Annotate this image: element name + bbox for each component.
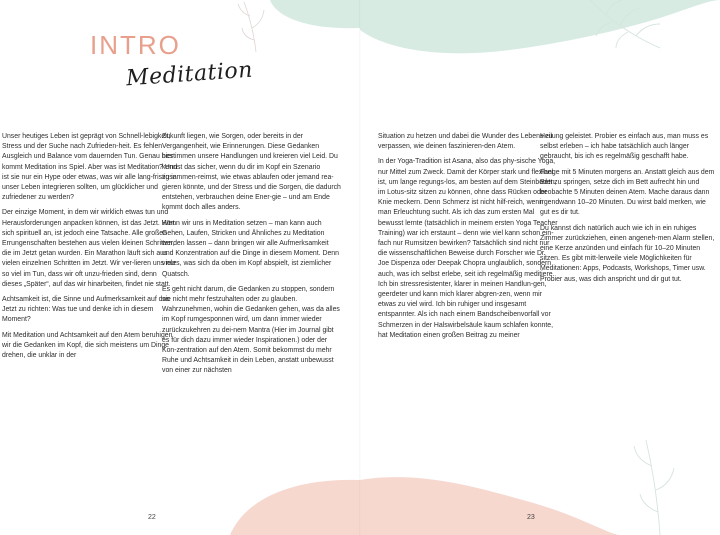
meditation-script-heading: Meditation (125, 57, 254, 92)
page-number-right: 23 (527, 514, 535, 521)
right-column-1 (378, 132, 558, 346)
book-gutter (359, 0, 361, 535)
paragraph: Du kannst dich natürlich auch wie ich in ein ruhiges Zimmer zurückziehen, einen angeneh-men Alarm stellen, eine Kerze anzünden und einfach für 10–20 Minuten sitzen. Es gibt mitt-lerweile viele Möglichkeiten für Meditationen: Apps, Podcasts, Workshops, Timer usw. Probier aus, was dich anspricht und dir gut tut. (540, 224, 715, 283)
paragraph: Fange mit 5 Minuten morgens an. Anstatt gleich aus dem Bett zu springen, setze dich im Bett aufrecht hin und beobachte 5 Minuten deinen Atem. Mache daraus dann irgendwann 10–20 Minuten. Du wirst bald merken, wie gut es dir tut. (540, 168, 715, 217)
paragraph: In der Yoga-Tradition ist Asana, also das phy-sische Yoga, nur Mittel zum Zweck. Damit der Körper stark und flexibel ist, um lange regungs-los, am besten auf dem Steinboden, im Lotus-sitz sitzen zu können, ohne dass Rücken oder Knie meckern. Denn Schmerz ist nicht hilf-reich, wenn man Erleuchtung sucht. Als ich das zum ersten Mal bewusst lernte (tatsächlich in meinem ersten Yoga Teacher Training) war ich erstaunt – denn wie viel kann schon ein-fach nur Rumsitzen bewirken? Tatsächlich sind nicht nur die wissenschaftlichen Beweise durch Forscher wie Dr. Joe Dispenza oder Deepak Chopra unglaublich, sondern auch, was ich selbst erlebe, seit ich regelmäßig meditiere. Ich bin stressresistenter, klarer in meinen Handlun-gen, geerdeter und kann mich klarer abgren-zen, wenn mir etwas zu viel wird. Ich bin ruhiger und insgesamt entspannter. Als ich nach einem Bandscheibenvorfall vor Schmerzen in der Halswirbelsäule kaum schlafen konnte, hat Meditation einen großen Beitrag zu meiner (378, 158, 558, 339)
paragraph: Achtsamkeit ist, die Sinne und Aufmerksamkeit auf das Jetzt zu richten: Was tue und denke ich in diesem Moment? (2, 296, 170, 324)
peach-blob-bottom-left (230, 480, 360, 535)
paragraph: Unser heutiges Leben ist geprägt von Schnell-lebigkeit, Stress und der Suche nach Zufrieden-heit. Es fehlen Ausgleich und Balance vom dauernden Tun. Genau hier kommt Meditation ins Spiel. Aber was ist Meditation? Und ist sie nur ein Hype oder etwas, was wir alle lang-fristig in unser Leben integrieren sollten, um glücklicher und zufriedener zu werden? (2, 133, 178, 202)
paragraph: Heilung geleistet. Probier es einfach aus, man muss es selbst erleben – ich habe tatsächlich auch länger gebraucht, bis ich es regelmäßig geschafft habe. (540, 133, 709, 161)
paragraph: Wenn wir uns in Meditation setzen – man kann auch Gehen, Laufen, Stricken und Ähnliches zu Meditation werden lassen – dann bringen wir alle Aufmerksamkeit und Konzentration auf die Dinge in diesem Moment. Denn vieles, was sich da oben im Kopf abspielt, ist ziemlicher Quatsch. (162, 219, 339, 278)
mint-blob-top-left (270, 0, 360, 28)
paragraph: Zukunft liegen, wie Sorgen, oder bereits in der Vergangenheit, wie Erinnerungen. Diese Gedanken bestimmen unsere Handlungen und kreieren viel Leid. Du kennst das sicher, wenn du dir im Kopf ein Szenario zusammen-reimst, wie etwas ablaufen oder jemand rea-gieren könnte, und der Stress und die Sorgen, die dadurch entstehen, verbrauchen deine Ener-gie – und am Ende kommt doch alles anders. (162, 133, 341, 212)
right-page (360, 0, 720, 535)
peach-blob-bottom-right (360, 477, 620, 535)
intro-heading: INTRO (90, 30, 181, 60)
paragraph: Es geht nicht darum, die Gedanken zu stoppen, sondern sie nicht mehr festzuhalten oder zu glauben. Wahrzunehmen, wohin die Gedanken gehen, was da alles im Kopf rumgesponnen wird, um dann immer wieder zurückzukehren zu dei-nem Mantra (Hier im Journal gibt es für dich dazu immer wieder Inspirationen.) oder der Kon-zentration auf den Atem. Somit bekommst du mehr Ruhe und Achtsamkeit in dein Leben, anstatt unbewusst von einer zur nächsten (162, 285, 340, 375)
page-number-left: 22 (148, 514, 156, 521)
paragraph: Der einzige Moment, in dem wir wirklich etwas tun und Herausforderungen anpacken können, ist das Jetzt. Hört sich spirituell an, ist jedoch eine Tatsache. Alle großen Errungenschaften bestehen aus vielen kleinen Schritten, die im Jetzt getan wurden. Ein Marathon läuft sich aus vielen einzelnen Schritten im Jetzt. Wir ver-lieren uns nur so viel im Tun, dass wir oft unzu-frieden sind, denn dieses „Später“, auf das wir hinarbeiten, findet nie statt. (2, 209, 176, 288)
leaf-sprig-bottom-right-icon (634, 440, 674, 535)
right-column-2 (540, 132, 716, 290)
paragraph: Mit Meditation und Achtsamkeit auf den Atem beruhigen wir die Gedanken im Kopf, die sich meistens um Dinge drehen, die unklar in der (2, 331, 173, 360)
mint-blob-top-right (360, 0, 720, 53)
leaf-branch-icon (238, 2, 264, 52)
paragraph: Situation zu hetzen und dabei die Wunder des Lebens zu verpassen, wie deinen faszinieren-den Atem. (378, 133, 553, 151)
left-column-2 (162, 132, 342, 382)
left-column-1 (2, 132, 178, 366)
